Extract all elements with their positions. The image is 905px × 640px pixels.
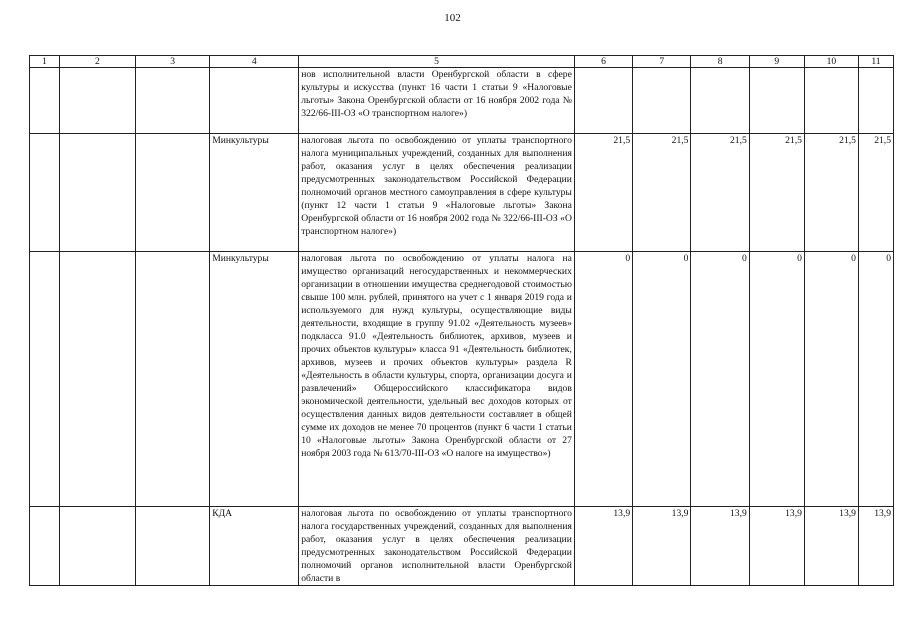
column-header-3: 3 (136, 56, 210, 68)
value-cell-col11: 0 (858, 252, 893, 507)
value-cell-col10 (804, 68, 858, 134)
cell-col3 (136, 68, 210, 134)
column-header-1: 1 (30, 56, 60, 68)
table-row (30, 134, 894, 252)
column-header-11: 11 (858, 56, 893, 68)
cell-col2 (59, 252, 135, 507)
table-row (30, 252, 894, 507)
cell-col2 (59, 68, 135, 134)
column-header-10: 10 (804, 56, 858, 68)
value-cell-col9 (749, 68, 804, 134)
value-cell-col6: 0 (574, 252, 632, 507)
description-cell: налоговая льгота по освобождению от уплаты транспортного налога муниципальных учреждений, созданных для выполнения работ, оказания услуг в целях обеспечения реализации предусмотренных законодательством Российской Федерации полномочий органов местного самоуправления в сфере культуры (пункт 12 части 1 статьи 9 «Налоговые льготы» Закона Оренбургской области от 16 ноября 2002 года № 322/66-III-ОЗ «О транспортном налоге») (299, 134, 575, 252)
authority-cell: Минкультуры (210, 134, 299, 252)
cell-col2 (59, 507, 135, 586)
value-cell-col10: 0 (804, 252, 858, 507)
tax-benefits-table (29, 55, 894, 586)
cell-col1 (30, 252, 60, 507)
value-cell-col11 (858, 68, 893, 134)
column-header-7: 7 (633, 56, 691, 68)
value-cell-col6: 21,5 (574, 134, 632, 252)
value-cell-col8: 13,9 (691, 507, 749, 586)
authority-cell: Минкультуры (210, 252, 299, 507)
column-header-9: 9 (749, 56, 804, 68)
value-cell-col8: 21,5 (691, 134, 749, 252)
value-cell-col11: 21,5 (858, 134, 893, 252)
value-cell-col9: 21,5 (749, 134, 804, 252)
column-header-2: 2 (59, 56, 135, 68)
column-header-4: 4 (210, 56, 299, 68)
value-cell-col10: 13,9 (804, 507, 858, 586)
authority-cell (210, 68, 299, 134)
table-row (30, 68, 894, 134)
table-row (30, 507, 894, 586)
authority-cell: КДА (210, 507, 299, 586)
description-cell: налоговая льгота по освобождению от уплаты налога на имущество организаций негосударственных и некоммерческих организации в отношении имущества среднегодовой стоимостью свыше 100 млн. рублей, принятого на учет с 1 января 2019 года и используемого для нужд культуры, осуществляющие виды деятельности, входящие в группу 91.02 «Деятельность музеев» подкласса 91.0 «Деятельность библиотек, архивов, музеев и прочих объектов культуры» класса 91 «Деятельность библиотек, архивов, музеев и прочих объектов культуры» раздела R «Деятельность в области культуры, спорта, организации досуга и развлечений» Общероссийского классификатора видов экономической деятельности, удельный вес доходов которых от осуществления данных видов деятельности составляет в общей сумме их доходов не менее 70 процентов (пункт 6 части 1 статьи 10 «Налоговые льготы» Закона Оренбургской области от 27 ноября 2003 года № 613/70-III-ОЗ «О налоге на имущество») (299, 252, 575, 507)
value-cell-col8 (691, 68, 749, 134)
page-number: 102 (444, 12, 461, 24)
cell-col3 (136, 134, 210, 252)
value-cell-col7 (633, 68, 691, 134)
column-header-5: 5 (299, 56, 575, 68)
value-cell-col11: 13,9 (858, 507, 893, 586)
cell-col1 (30, 134, 60, 252)
description-cell: налоговая льгота по освобождению от уплаты транспортного налога государственных учреждений, созданных для выполнения работ, оказания услуг в целях обеспечения реализации предусмотренных законодательством Российской Федерации полномочий органов исполнительной власти Оренбургской области в (299, 507, 575, 586)
value-cell-col7: 0 (633, 252, 691, 507)
value-cell-col7: 13,9 (633, 507, 691, 586)
column-header-6: 6 (574, 56, 632, 68)
cell-col1 (30, 68, 60, 134)
cell-col1 (30, 507, 60, 586)
description-cell: нов исполнительной власти Оренбургской области в сфере культуры и искусства (пункт 16 части 1 статьи 9 «Налоговые льготы» Закона Оренбургской области от 16 ноября 2002 года № 322/66-III-ОЗ «О транспортном налоге») (299, 68, 575, 134)
value-cell-col6: 13,9 (574, 507, 632, 586)
value-cell-col8: 0 (691, 252, 749, 507)
cell-col3 (136, 252, 210, 507)
value-cell-col6 (574, 68, 632, 134)
value-cell-col9: 13,9 (749, 507, 804, 586)
cell-col2 (59, 134, 135, 252)
cell-col3 (136, 507, 210, 586)
header-row (30, 56, 894, 68)
value-cell-col9: 0 (749, 252, 804, 507)
value-cell-col10: 21,5 (804, 134, 858, 252)
column-header-8: 8 (691, 56, 749, 68)
value-cell-col7: 21,5 (633, 134, 691, 252)
